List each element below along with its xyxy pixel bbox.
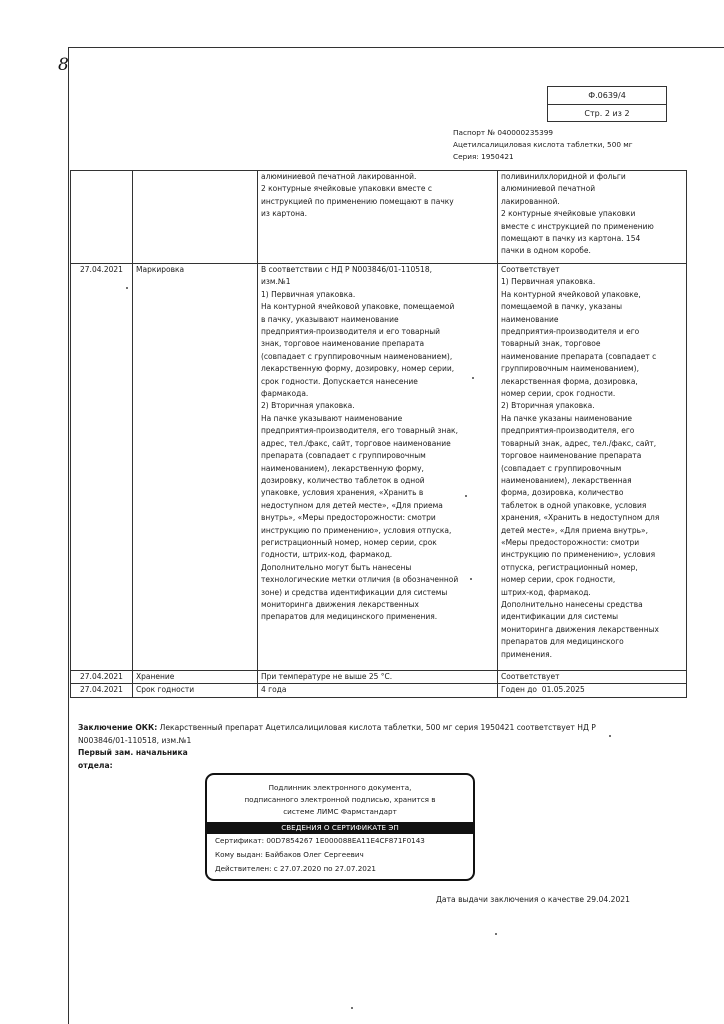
form-code: Ф.0639/4 [588,91,626,100]
table-row [71,264,687,671]
scan-speck [351,1007,353,1009]
scan-speck [472,377,474,379]
form-code-box [547,86,667,122]
row-date: 27.04.2021 [71,264,133,671]
table-row [71,671,687,684]
conclusion-label: Заключение ОКК: [78,723,158,732]
row-requirement: В соответствии с НД Р N003846/01-110518, изм.№1 1) Первичная упаковка. На контурной ячейковой упаковке, помещаемой в пачку, указывают наименование предприятия-производителя и его товарный знак, торговое наименование препарата (совпадает с группировочным наименованием), лекарственную форму, дозировку, номер серии, срок годности. Допускается нанесение фармакода. 2) Вторичная упаковка. На пачке указывают наименование предприятия-производителя, его товарный знак, адрес, тел./факс, сайт, торговое наименование препарата (совпадает с группировочным наименованием), лекарственную форму, дозировку, количество таблеток в одной упаковке, условия хранения, «Хранить в недоступном для детей месте», «Для приема внутрь», «Меры предосторожности: смотри инструкцию по применению», условия отпуска, регистрационный номер, номер серии, срок годности, штрих-код, фармакод. Дополнительно могут быть нанесены технологические метки отличия (в обозначенной зоне) и средства идентификации для системы мониторинга движения лекарственных препаратов для медицинского применения. [258,264,498,671]
page-border-left [68,47,69,1024]
row-date: 27.04.2021 [71,684,133,697]
product-name: Ацетилсалициловая кислота таблетки, 500 мг [453,140,633,149]
signer-title: Первый зам. начальника [78,748,188,757]
page-border-top [68,47,724,48]
stamp-validity: Действителен: с 27.07.2020 по 27.07.2021 [215,864,376,873]
qc-conclusion [78,722,618,772]
row-requirement: алюминиевой печатной лакированной. 2 контурные ячейковые упаковки вместе с инструкцией по применению помещают в пачку из картона. [258,171,498,264]
conclusion-text-continued: N003846/01-110518, изм.№1 [78,735,192,745]
scan-speck [126,287,128,289]
stamp-line-2: подписанного электронной подписью, хранится в [244,795,436,804]
passport-number: Паспорт № 040000235399 [453,128,554,137]
scan-speck [495,933,497,935]
stamp-header: СВЕДЕНИЯ О СЕРТИФИКАТЕ ЭП [207,822,473,834]
row-indicator: Срок годности [133,684,258,697]
issue-date: Дата выдачи заключения о качестве 29.04.2021 [436,895,630,904]
row-requirement: При температуре не выше 25 °С. [258,671,498,684]
signer-department: отдела: [78,760,113,770]
row-indicator: Маркировка [133,264,258,671]
row-result: Соответствует [498,671,687,684]
row-date: 27.04.2021 [71,671,133,684]
scan-speck [609,735,611,737]
row-result: Соответствует 1) Первичная упаковка. На контурной ячейковой упаковке, помещаемой в пачку, указаны наименование предприятия-производителя и его товарный знак, торговое наименование препарата (совпадает с группировочным наименованием), лекарственная форма, дозировка, номер серии, срок годности. 2) Вторичная упаковка. На пачке указаны наименование предприятия-производителя, его товарный знак, адрес, тел./факс, сайт, торговое наименование препарата (совпадает с группировочным наименованием), лекарственная форма, дозировка, количество таблеток в одной упаковке, условия хранения, «Хранить в недоступном для детей месте», «Для приема внутрь», «Меры предосторожности: смотри инструкцию по применению», условия отпуска, регистрационный номер, номер серии, срок годности, штрих-код, фармакод. Дополнительно нанесены средства идентификации для системы мониторинга движения лекарственных препаратов для медицинского применения. [498,264,687,671]
page-number: Стр. 2 из 2 [548,104,666,122]
conclusion-text: Лекарственный препарат Ацетилсалициловая кислота таблетки, 500 мг серия 1950421 соответствует НД Р [157,723,596,732]
row-requirement: 4 года [258,684,498,697]
stamp-line-3: системе ЛИМС Фармстандарт [283,807,397,816]
passport-header [453,127,633,163]
row-date [71,171,133,264]
stamp-line-1: Подлинник электронного документа, [268,783,412,792]
series-number: Серия: 1950421 [453,152,514,161]
electronic-signature-stamp [205,773,475,881]
stamp-issued-to: Кому выдан: Байбаков Олег Сергеевич [215,850,364,859]
row-result: поливинилхлоридной и фольги алюминиевой печатной лакированной. 2 контурные ячейковые упаковки вместе с инструкцией по применению помещают в пачку из картона. 154 пачки в одном коробе. [498,171,687,264]
stamp-certificate: Сертификат: 00D7854267 1E000088EA11E4CF871F0143 [215,836,425,845]
handwritten-mark: 8 [58,55,69,75]
quality-table [70,170,687,698]
table-row [71,171,687,264]
row-indicator [133,171,258,264]
row-indicator: Хранение [133,671,258,684]
table-row [71,684,687,697]
scan-speck [470,578,472,580]
row-result: Годен до 01.05.2025 [498,684,687,697]
scan-speck [465,495,467,497]
